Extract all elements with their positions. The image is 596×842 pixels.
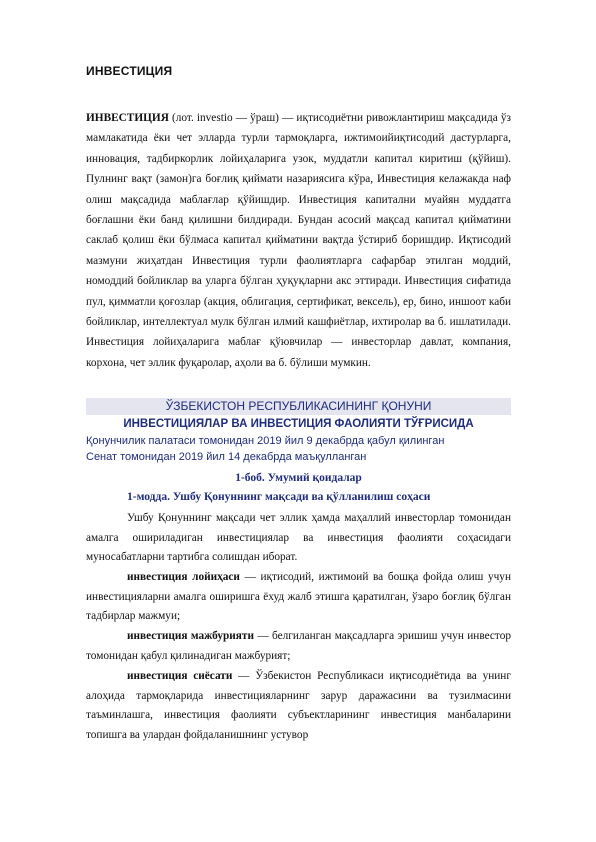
law-title: ИНВЕСТИЦИЯЛАР ВА ИНВЕСТИЦИЯ ФАОЛИЯТИ ТЎҒРИСИДА <box>123 418 474 430</box>
definition-item <box>86 627 511 666</box>
definition-item <box>86 667 511 745</box>
law-banner: ЎЗБЕКИСТОН РЕСПУБЛИКАСИНИНГ ҚОНУНИ <box>86 398 511 415</box>
definition-text: (лот. investio — ўраш) — иқтисодиётни ривожлантириш мақсадида ўз мамлакатида ёки чет элларда турли тармоқларга, ижтимоийиқтисодий дастурларга, инновация, тадбиркорлик лойиҳаларига узок, муддатли капитал киритиш (қўйиш). Пулнинг вақт (замон)га боғлиқ қиймати назариясига кўра, Инвестиция келажакда наф олиш мақсадида маблағлар қўйишдир. Инвестиция капитални муайян муддатга боғлашни ёки банд қилишни билдиради. Бундан асосий мақсад капитал қийматини саклаб қолиш ёки бўлмаса капитал қийматини вақтда ўстириб боришдир. Иқтисодий мазмуни жиҳатдан Инвестиция турли фаолиятларга сафарбар этилган моддий, номоддий бойликлар ва уларга бўлган ҳуқуқларни акс эттиради. Инвестиция сифатида пул, қимматли қоғозлар (акция, облигация, сертификат, вексель), ер, бино, иншоот каби бойликлар, интеллектуал мулк бўлган илмий кашфиётлар, ихтиролар ва б. ишлатилади. Инвестиция лойиҳаларига маблағ қўювчилар — инвесторлар давлат, компания, корхона, чет эллик фуқаролар, аҳоли ва б. бўлиши мумкин. <box>86 112 511 369</box>
definition-item-text: — Ўзбекистон Республикаси иқтисодиётида ва унинг алоҳида тармоқларида инвестицияларнинг зарур даражасини ва тузилмасини таъминлашга, инвестиция фаолияти субъектларининг инвестиция манбаларини топишга ва улардан фойдаланишнинг устувор <box>86 670 511 741</box>
definition-item-term: инвестиция лойиҳаси <box>127 571 240 583</box>
adoption-note-senate: Сенат томонидан 2019 йил 14 декабрда маъқулланган <box>86 451 367 463</box>
article-heading: 1-модда. Ушбу Қонуннинг мақсади ва қўлланилиш соҳаси <box>127 491 431 503</box>
article-paragraph: Ушбу Қонуннинг мақсади чет эллик ҳамда маҳаллий инвесторлар томонидан амалга ошириладиган инвестициялар ва инвестиция фаолияти соҳасидаги муносабатларни тартибга солишдан иборат. <box>86 512 511 563</box>
chapter-heading: 1-боб. Умумий қоидалар <box>235 472 362 484</box>
definition-item-text: — иқтисодий, ижтимоий ва бошқа фойда олиш учун инвестицияларни амалга оширишга ёхуд жалб этишга қаратилган, ўзаро боғлиқ бўлган тадбирлар мажмуи; <box>86 571 512 622</box>
definition-item-term: инвестиция сиёсати <box>127 670 233 682</box>
definition-term: ИНВЕСТИЦИЯ <box>86 112 169 124</box>
definition-paragraph <box>86 108 511 373</box>
adoption-note-chamber: Қонунчилик палатаси томонидан 2019 йил 9 декабрда қабул қилинган <box>86 435 445 447</box>
definition-item-term: инвестиция мажбурияти <box>127 630 254 642</box>
definition-item <box>86 568 511 627</box>
page-title: ИНВЕСТИЦИЯ <box>86 64 173 78</box>
definition-item-text: — белгиланган мақсадларга эришиш учун инвестор томонидан қабул қилинадиган мажбурият; <box>86 630 511 662</box>
